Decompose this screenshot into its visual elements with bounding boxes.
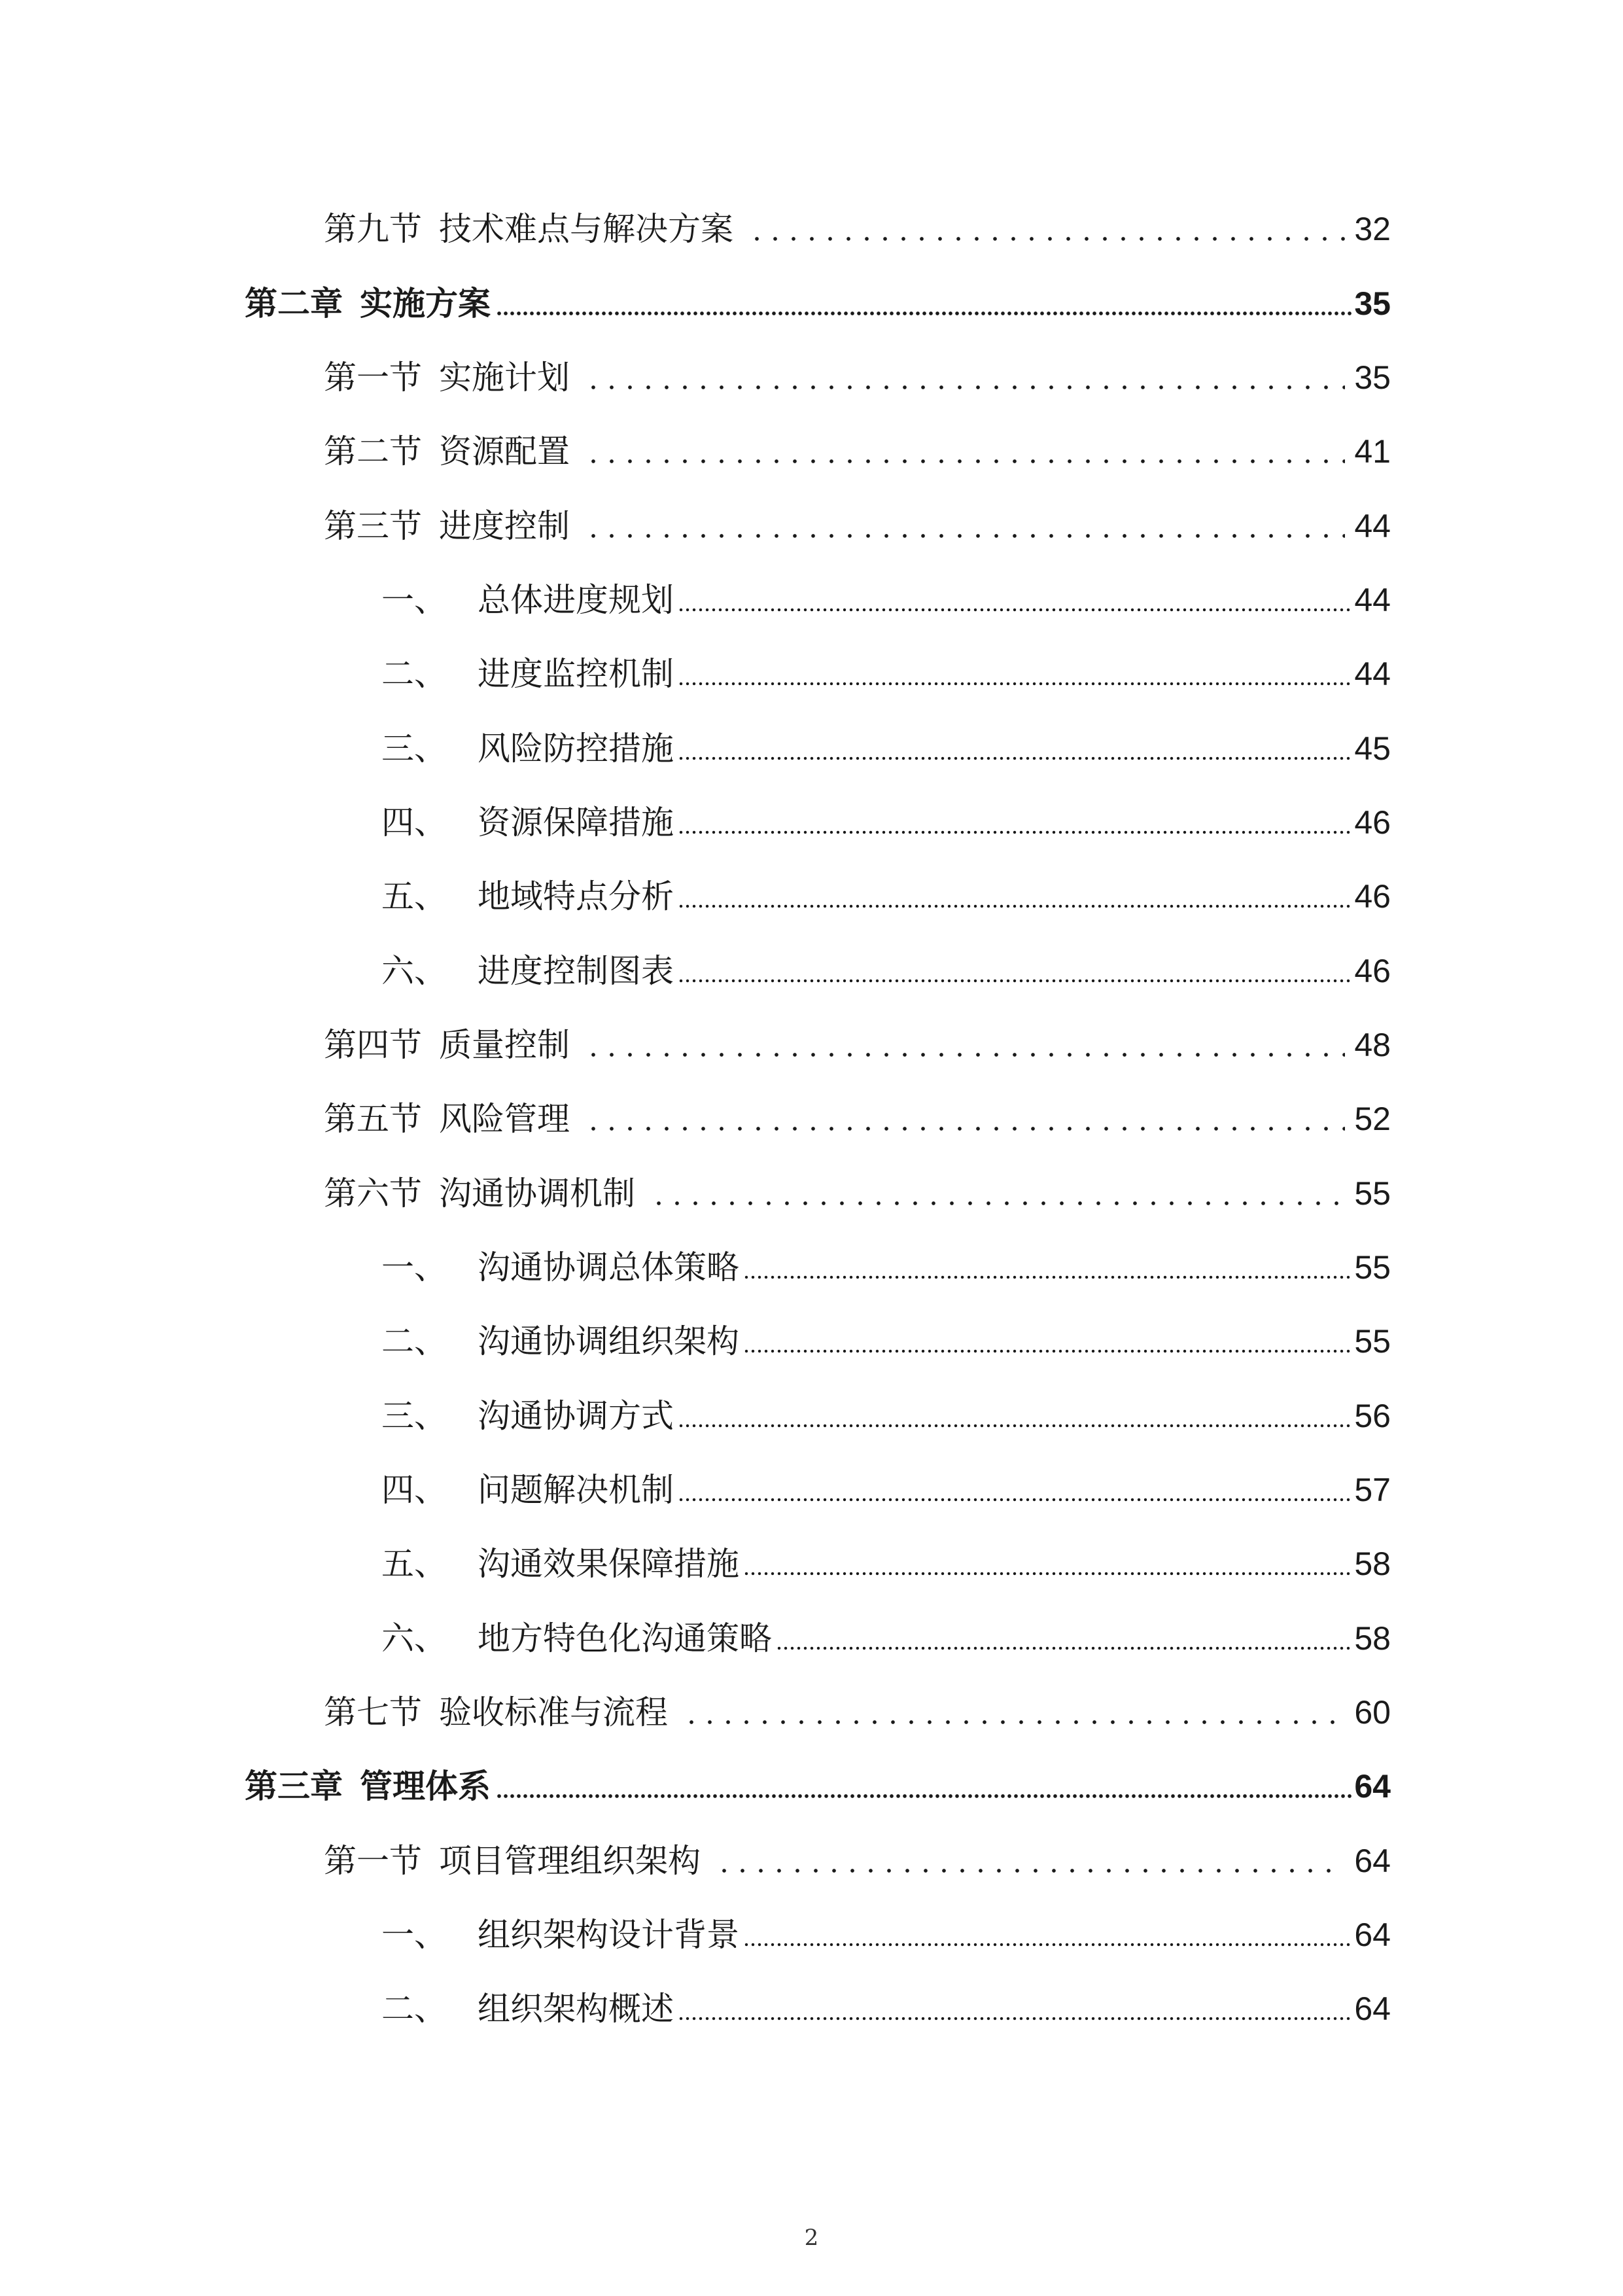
toc-entry[interactable] <box>324 345 1391 397</box>
toc-entry-prefix: 第二节 <box>324 433 422 470</box>
toc-entry-prefix: 三、 <box>381 730 447 768</box>
toc-entry-prefix: 二、 <box>381 1322 447 1360</box>
toc-entry-title: 地域特点分析 <box>478 877 674 915</box>
toc-entry-page: 44 <box>1354 508 1391 544</box>
toc-entry-title: 资源保障措施 <box>478 804 674 841</box>
toc-entry-prefix: 六、 <box>381 952 447 990</box>
dot-leader <box>579 449 1345 465</box>
dot-leader <box>579 375 1345 391</box>
toc-entry[interactable] <box>381 1457 1391 1510</box>
toc-entry-page: 64 <box>1354 1843 1391 1879</box>
toc-entry-page: 44 <box>1354 656 1391 692</box>
dot-leader <box>743 1561 1353 1577</box>
toc-entry-prefix: 一、 <box>381 1248 447 1286</box>
toc-entry-prefix: 第二章 <box>245 285 343 323</box>
toc-entry-page: 46 <box>1354 953 1391 989</box>
dot-leader <box>742 226 1345 242</box>
toc-entry-prefix: 第六节 <box>324 1174 422 1212</box>
toc-entry-page: 60 <box>1354 1694 1391 1731</box>
toc-entry-title: 组织架构概述 <box>478 1990 674 2028</box>
toc-entry-prefix: 第五节 <box>324 1100 422 1138</box>
toc-entry-page: 45 <box>1354 730 1391 767</box>
toc-entry-prefix: 二、 <box>381 1990 447 2028</box>
dot-leader <box>710 1858 1345 1874</box>
dot-leader <box>678 1487 1353 1503</box>
toc-entry-title: 进度控制图表 <box>478 952 674 990</box>
toc-entry-prefix: 第三章 <box>245 1767 343 1805</box>
dot-leader <box>496 301 1352 317</box>
toc-entry-title: 进度控制 <box>439 507 570 545</box>
toc-entry[interactable] <box>245 1754 1391 1806</box>
dot-leader <box>579 1042 1345 1058</box>
toc-entry-title: 沟通协调组织架构 <box>478 1322 739 1360</box>
toc-entry[interactable] <box>381 1531 1391 1583</box>
toc-entry[interactable] <box>381 1235 1391 1287</box>
toc-entry-title: 沟通协调机制 <box>439 1174 635 1212</box>
toc-entry[interactable] <box>381 1606 1391 1658</box>
toc-entry-title: 资源配置 <box>439 433 570 470</box>
toc-entry-page: 56 <box>1354 1398 1391 1434</box>
toc-entry[interactable] <box>324 1828 1391 1881</box>
toc-entry-title: 质量控制 <box>439 1026 570 1064</box>
toc-entry[interactable] <box>381 790 1391 842</box>
toc-entry-title: 验收标准与流程 <box>439 1693 668 1731</box>
dot-leader <box>496 1784 1352 1799</box>
toc-entry-page: 58 <box>1354 1545 1391 1582</box>
toc-entry-page: 57 <box>1354 1472 1391 1508</box>
toc-entry-title: 组织架构设计背景 <box>478 1916 739 1954</box>
dot-leader <box>579 523 1345 539</box>
toc-entry-title: 风险防控措施 <box>478 730 674 768</box>
dot-leader <box>743 1932 1353 1948</box>
toc-entry[interactable] <box>324 419 1391 471</box>
dot-leader <box>743 1339 1353 1354</box>
toc-entry-prefix: 第九节 <box>324 210 422 248</box>
toc-entry-prefix: 第一节 <box>324 359 422 397</box>
toc-entry-prefix: 第一节 <box>324 1842 422 1880</box>
toc-entry-prefix: 五、 <box>381 877 447 915</box>
toc-entry-title: 沟通协调总体策略 <box>478 1248 739 1286</box>
toc-entry-page: 64 <box>1354 1990 1391 2027</box>
toc-entry[interactable] <box>245 271 1391 323</box>
toc-entry-page: 55 <box>1354 1249 1391 1286</box>
toc-entry-title: 风险管理 <box>439 1100 570 1138</box>
toc-entry-prefix: 四、 <box>381 804 447 841</box>
dot-leader <box>678 2006 1353 2022</box>
toc-entry-title: 进度监控机制 <box>478 655 674 693</box>
toc-entry-title: 项目管理组织架构 <box>439 1842 701 1880</box>
toc-entry-title: 沟通效果保障措施 <box>478 1545 739 1583</box>
toc-entry-page: 58 <box>1354 1620 1391 1657</box>
toc-entry-page: 55 <box>1354 1323 1391 1360</box>
toc-entry-prefix: 六、 <box>381 1619 447 1657</box>
dot-leader <box>677 1710 1345 1725</box>
toc-entry-page: 64 <box>1354 1768 1391 1805</box>
toc-entry[interactable] <box>324 1086 1391 1139</box>
toc-entry-page: 32 <box>1354 211 1391 247</box>
dot-leader <box>678 968 1353 984</box>
toc-entry-page: 46 <box>1354 878 1391 915</box>
toc-entry-page: 52 <box>1354 1101 1391 1137</box>
toc-entry-prefix: 第三节 <box>324 507 422 545</box>
dot-leader <box>743 1265 1353 1280</box>
toc-entry-title: 实施计划 <box>439 359 570 397</box>
toc-entry-page: 41 <box>1354 433 1391 470</box>
toc-entry[interactable] <box>381 716 1391 768</box>
page-number: 2 <box>804 2225 819 2251</box>
dot-leader <box>678 746 1353 762</box>
toc-entry[interactable] <box>381 938 1391 991</box>
dot-leader <box>678 597 1353 613</box>
toc-entry-prefix: 一、 <box>381 581 447 619</box>
dot-leader <box>678 820 1353 836</box>
toc-entry-page: 35 <box>1354 359 1391 396</box>
toc-entry-title: 管理体系 <box>360 1767 491 1805</box>
toc-entry[interactable] <box>381 641 1391 694</box>
toc-entry-title: 沟通协调方式 <box>478 1397 674 1435</box>
toc-entry-prefix: 四、 <box>381 1471 447 1509</box>
toc-entry-title: 技术难点与解决方案 <box>439 210 733 248</box>
dot-leader <box>776 1636 1353 1651</box>
toc-entry-page: 46 <box>1354 804 1391 841</box>
toc-entry-prefix: 一、 <box>381 1916 447 1954</box>
toc-entry-page: 35 <box>1354 285 1391 322</box>
toc-entry-prefix: 第四节 <box>324 1026 422 1064</box>
dot-leader <box>678 894 1353 910</box>
toc-entry-page: 64 <box>1354 1916 1391 1953</box>
dot-leader <box>579 1116 1345 1132</box>
toc-entry-title: 总体进度规划 <box>478 581 674 619</box>
toc-entry[interactable] <box>324 196 1391 249</box>
toc-entry-title: 地方特色化沟通策略 <box>478 1619 772 1657</box>
toc-entry-prefix: 第七节 <box>324 1693 422 1731</box>
toc-entry[interactable] <box>381 1309 1391 1361</box>
toc-entry[interactable] <box>324 1012 1391 1065</box>
dot-leader <box>644 1191 1345 1207</box>
toc-entry-prefix: 三、 <box>381 1397 447 1435</box>
toc-entry[interactable] <box>381 1902 1391 1954</box>
dot-leader <box>678 671 1353 687</box>
dot-leader <box>678 1413 1353 1429</box>
toc-entry-page: 48 <box>1354 1027 1391 1063</box>
toc-entry-page: 44 <box>1354 582 1391 618</box>
toc-entry[interactable] <box>381 864 1391 916</box>
toc-entry[interactable] <box>381 1383 1391 1436</box>
toc-entry[interactable] <box>324 493 1391 546</box>
toc-entry-prefix: 二、 <box>381 655 447 693</box>
toc-entry-title: 实施方案 <box>360 285 491 323</box>
toc-entry[interactable] <box>324 1161 1391 1213</box>
toc-entry[interactable] <box>381 567 1391 620</box>
toc-entry-title: 问题解决机制 <box>478 1471 674 1509</box>
toc-entry[interactable] <box>324 1680 1391 1732</box>
toc-entry[interactable] <box>381 1976 1391 2028</box>
toc-entry-page: 55 <box>1354 1175 1391 1212</box>
toc-entry-prefix: 五、 <box>381 1545 447 1583</box>
